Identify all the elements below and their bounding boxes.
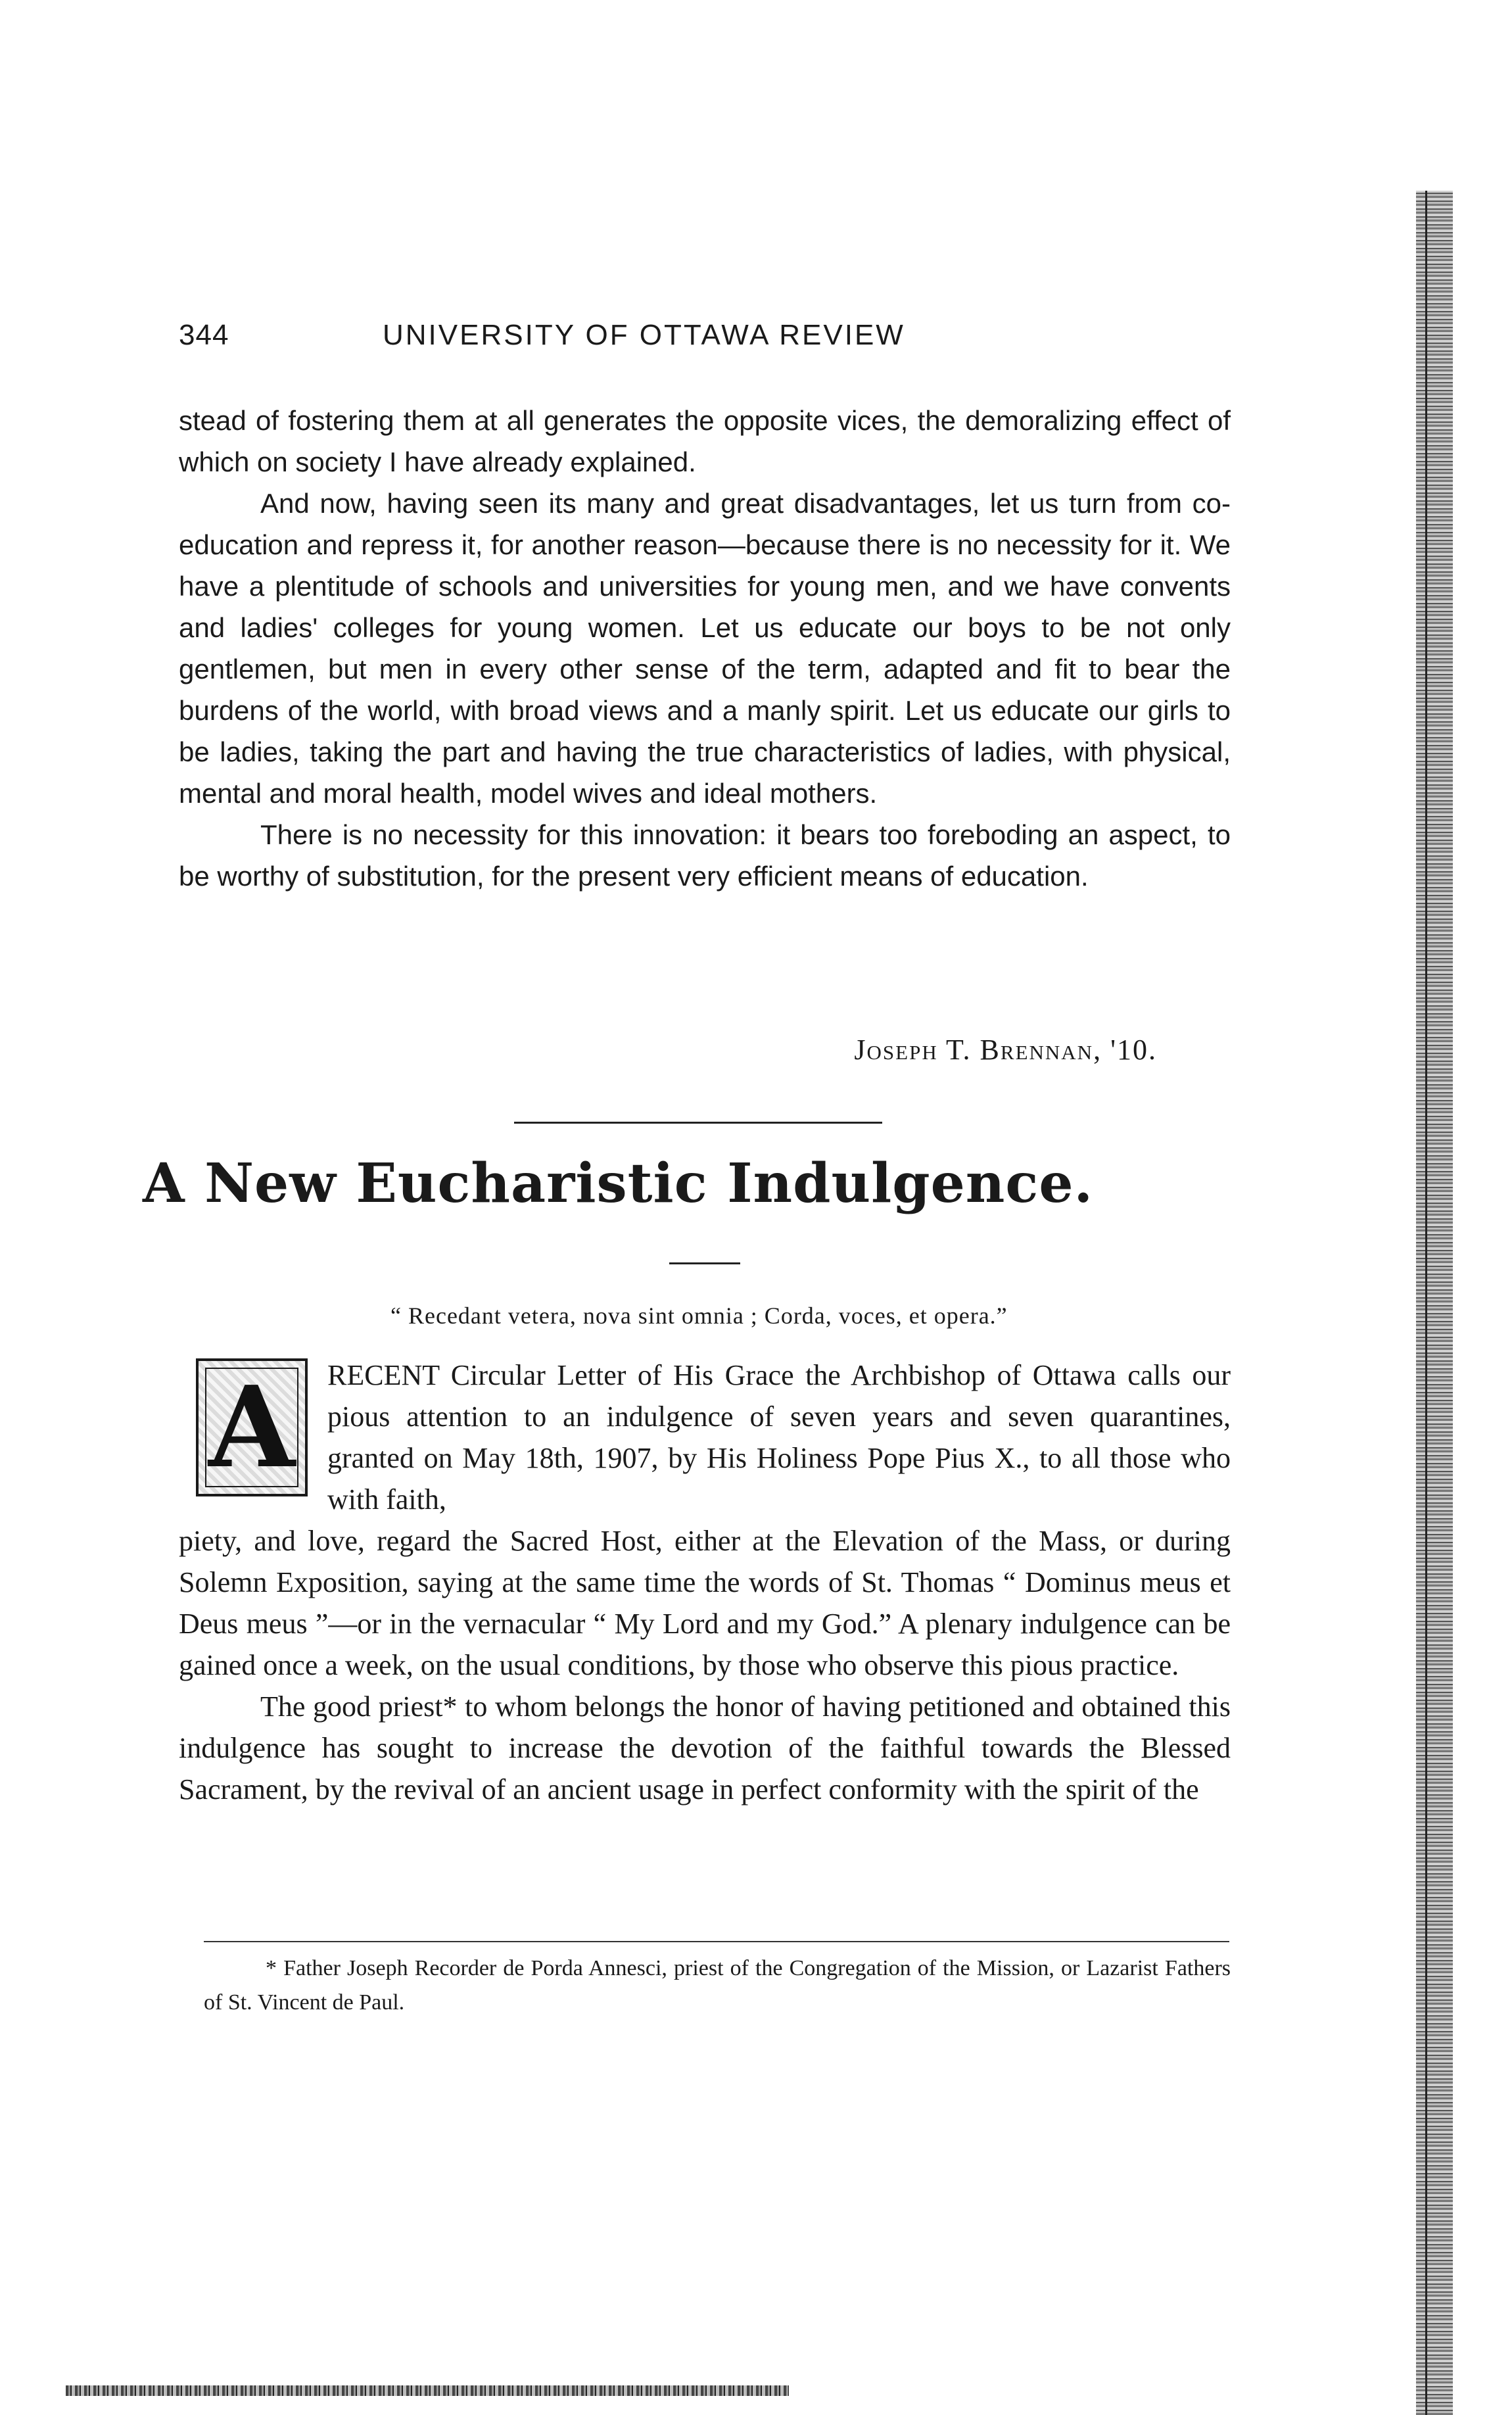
title-underline	[669, 1262, 740, 1264]
epigraph: “ Recedant vetera, nova sint omnia ; Corda, voces, et opera.”	[390, 1303, 1008, 1329]
footnote-rule	[204, 1941, 1229, 1942]
paragraph: RECENT Circular Letter of His Grace the Archbishop of Ottawa calls our pious attention to an indulgence of seven years and seven quarantines, granted on May 18th, 1907, by His Holiness Pope Pius X., to all those who with faith,	[327, 1359, 1231, 1516]
paragraph: piety, and love, regard the Sacred Host, either at the Elevation of the Mass, or during Solemn Exposition, saying at the same time the words of St. Thomas “ Dominus meus et Deus meus ”—or in the vernacular “ My Lord and my God.” A plenary indulgence can be gained once a week, on the usual conditions, by those who observe this pious practice.	[179, 1525, 1231, 1681]
page-number: 344	[179, 319, 229, 351]
footnote-text: * Father Joseph Recorder de Porda Annesci, priest of the Congregation of the Mission, or Lazarist Fathers of St. Vincent de Paul.	[204, 1956, 1231, 2015]
article-opening	[327, 1354, 1231, 1520]
scan-edge-line	[1425, 191, 1427, 2415]
article-body	[179, 1520, 1231, 1810]
scan-binding-edge	[1416, 191, 1453, 2415]
running-head: UNIVERSITY OF OTTAWA REVIEW	[383, 319, 905, 351]
paragraph: There is no necessity for this innovation: it bears too foreboding an aspect, to be worthy of substitution, for the present very efficient means of education.	[179, 819, 1231, 892]
dropcap-letter: A	[208, 1362, 295, 1493]
author-signature: Joseph T. Brennan, '10.	[854, 1034, 1157, 1066]
paragraph: And now, having seen its many and great disadvantages, let us turn from co-education and repress it, for another reason—because there is no necessity for it. We have a plentitude of schools and universities for young men, and we have convents and ladies' colleges for young women. Let us educate our boys to be not only gentlemen, but men in every other sense of the term, adapted and fit to bear the burdens of the world, with broad views and a manly spirit. Let us educate our girls to be ladies, taking the part and having the true characteristics of ladies, with physical, mental and moral health, model wives and ideal mothers.	[179, 488, 1231, 809]
essay-conclusion	[179, 400, 1231, 897]
paragraph: The good priest* to whom belongs the honor of having petitioned and obtained this indulgence has sought to increase the devotion of the faithful towards the Blessed Sacrament, by the revival of an ancient usage in perfect conformity with the spirit of the	[179, 1690, 1231, 1805]
ornamental-dropcap	[196, 1358, 308, 1496]
article-title: A New Eucharistic Indulgence.	[142, 1152, 1094, 1215]
footnote	[204, 1951, 1231, 2020]
section-divider	[514, 1122, 882, 1124]
page-header	[179, 319, 1033, 365]
scan-bottom-artifact	[66, 2385, 789, 2396]
paragraph: stead of fostering them at all generates the opposite vices, the demoralizing effect of which on society I have already explained.	[179, 405, 1231, 477]
